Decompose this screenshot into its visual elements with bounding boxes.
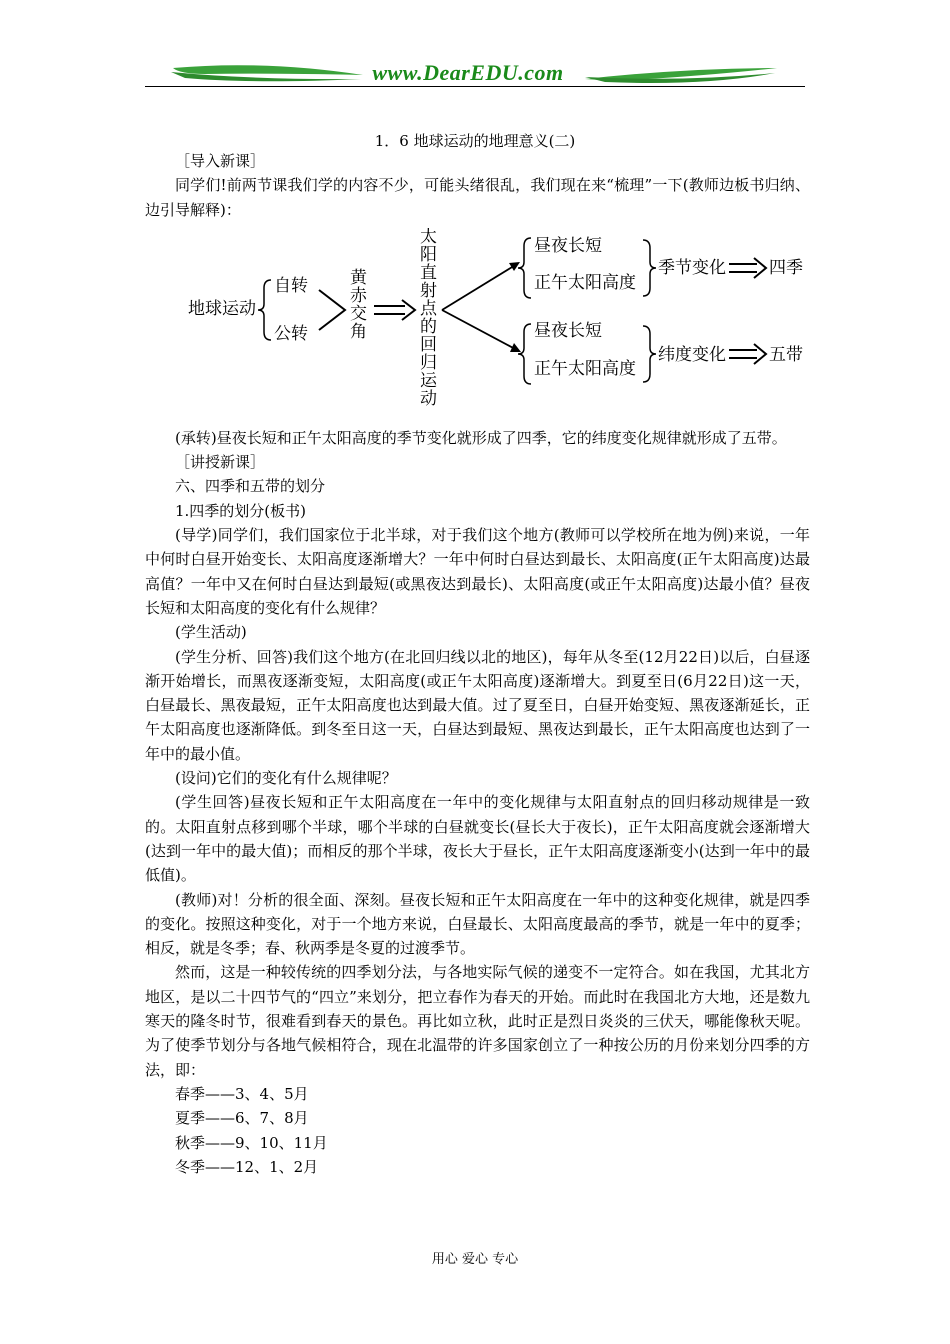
season-list-item: 夏季——6、7、8月 xyxy=(175,1109,309,1128)
brace-icon xyxy=(518,324,531,384)
brace-icon xyxy=(258,280,271,340)
paragraph: 同学们!前两节课我们学的内容不少，可能头绪很乱，我们现在来“梳理”一下(教师边板书归纳、边引导解释)： xyxy=(145,176,810,219)
diagram-latitude-change: 纬度变化 xyxy=(658,344,726,365)
season-list-item: 秋季——9、10、11月 xyxy=(175,1133,328,1152)
diagram-upper-noon-height: 正午太阳高度 xyxy=(534,272,636,293)
paragraph: (学生活动) xyxy=(175,623,247,642)
brace-icon xyxy=(518,238,531,298)
diagram-earth-motion: 地球运动 xyxy=(188,298,256,319)
page-title: 1．6 地球运动的地理意义(二) xyxy=(374,132,576,150)
double-arrow-icon xyxy=(729,258,766,278)
brace-icon xyxy=(643,240,656,296)
double-arrow-icon xyxy=(374,300,415,320)
diagram-five-zones: 五带 xyxy=(769,344,803,365)
paragraph: (学生分析、回答)我们这个地方(在北回归线以北的地区)，每年从冬至(12月22日)以后，白昼逐渐开始增长，而黑夜逐渐变短，太阳高度(或正午太阳高度)逐渐增大。到夏至日(6月22日)这一天，白昼最长、黑夜最短，正午太阳高度也达到最大值。过了夏至日，白昼开始变短、黑夜逐渐延长，正午太阳高度也逐渐降低。到冬至日这一天，白昼达到最短、黑夜达到最长，正午太阳高度也达到了一年中的最小值。 xyxy=(145,647,810,763)
header-rule xyxy=(145,86,805,87)
section-heading: 六、四季和五带的划分 xyxy=(175,477,326,496)
paragraph: (导学)同学们，我们国家位于北半球，对于我们这个地方(教师可以学校所在地为例)来说，一年中何时白昼开始变长、太阳高度逐渐增大？一年中何时白昼达到最长、太阳高度(正午太阳高度)达最高值？一年中又在何时白昼达到最短(或黑夜达到最长)、太阳高度(或正午太阳高度)达最小值？昼夜长短和太阳高度的变化有什么规律？ xyxy=(145,526,810,617)
subsection-heading: 1.四季的划分(板书) xyxy=(175,501,307,520)
diagram-lower-day-night: 昼夜长短 xyxy=(534,320,602,341)
paragraph: (教师)对！分析的很全面、深刻。昼夜长短和正午太阳高度在一年中的这种变化规律，就是四季的变化。按照这种变化，对于一个地方来说，白昼最长、太阳高度最高的季节，就是一年中的夏季；相反，就是冬季；春、秋两季是冬夏的过渡季节。 xyxy=(145,890,810,958)
season-list-item: 冬季——12、1、2月 xyxy=(175,1157,319,1176)
paragraph: (承转)昼夜长短和正午太阳高度的季节变化就形成了四季，它的纬度变化规律就形成了五带。 xyxy=(175,428,787,447)
diagram-four-seasons: 四季 xyxy=(769,257,803,278)
paragraph: 然而，这是一种较传统的四季划分法，与各地实际气候的递变不一定符合。如在我国，尤其北方地区，是以二十四节气的“四立”来划分，把立春作为春天的开始。而此时在我国北方大地，还是数九寒天的隆冬时节，很难看到春天的景色。再比如立秋，此时正是烈日炎炎的三伏天，哪能像秋天呢。为了使季节划分与各地气候相符合，现在北温带的许多国家创立了一种按公历的月份来划分四季的方法，即： xyxy=(145,963,810,1079)
paragraph: ［导入新课］ xyxy=(175,152,266,170)
site-logo-text[interactable]: www.DearEDU.com xyxy=(372,60,564,85)
split-arrows-icon xyxy=(442,262,521,352)
diagram-subsolar-migration: 太 阳 直 射 点 的 回 归 运 动 xyxy=(420,227,437,409)
double-arrow-icon xyxy=(729,344,766,364)
diagram-upper-day-night: 昼夜长短 xyxy=(534,235,602,256)
paragraph: ［讲授新课］ xyxy=(175,453,266,472)
merge-chevron-icon xyxy=(319,290,345,330)
diagram-revolution: 公转 xyxy=(274,323,308,344)
diagram-rotation: 自转 xyxy=(274,275,308,296)
document-body xyxy=(145,149,810,1179)
earth-motion-diagram xyxy=(145,228,810,418)
diagram-season-change: 季节变化 xyxy=(658,257,726,278)
season-list-item: 春季——3、4、5月 xyxy=(175,1084,309,1103)
paragraph: (学生回答)昼夜长短和正午太阳高度在一年中的变化规律与太阳直射点的回归移动规律是一致的。太阳直射点移到哪个半球，哪个半球的白昼就变长(昼长大于夜长)，正午太阳高度就会逐渐增大(达到一年中的最大值)；而相反的那个半球，夜长大于昼长，正午太阳高度逐渐变小(达到一年中的最低值)。 xyxy=(145,793,810,885)
brace-icon xyxy=(643,326,656,382)
diagram-lower-noon-height: 正午太阳高度 xyxy=(534,358,636,379)
page-footer: 用心 爱心 专心 xyxy=(431,1252,519,1267)
diagram-obliquity: 黄 赤 交 角 xyxy=(350,267,367,342)
paragraph: (设问)它们的变化有什么规律呢？ xyxy=(175,769,397,788)
